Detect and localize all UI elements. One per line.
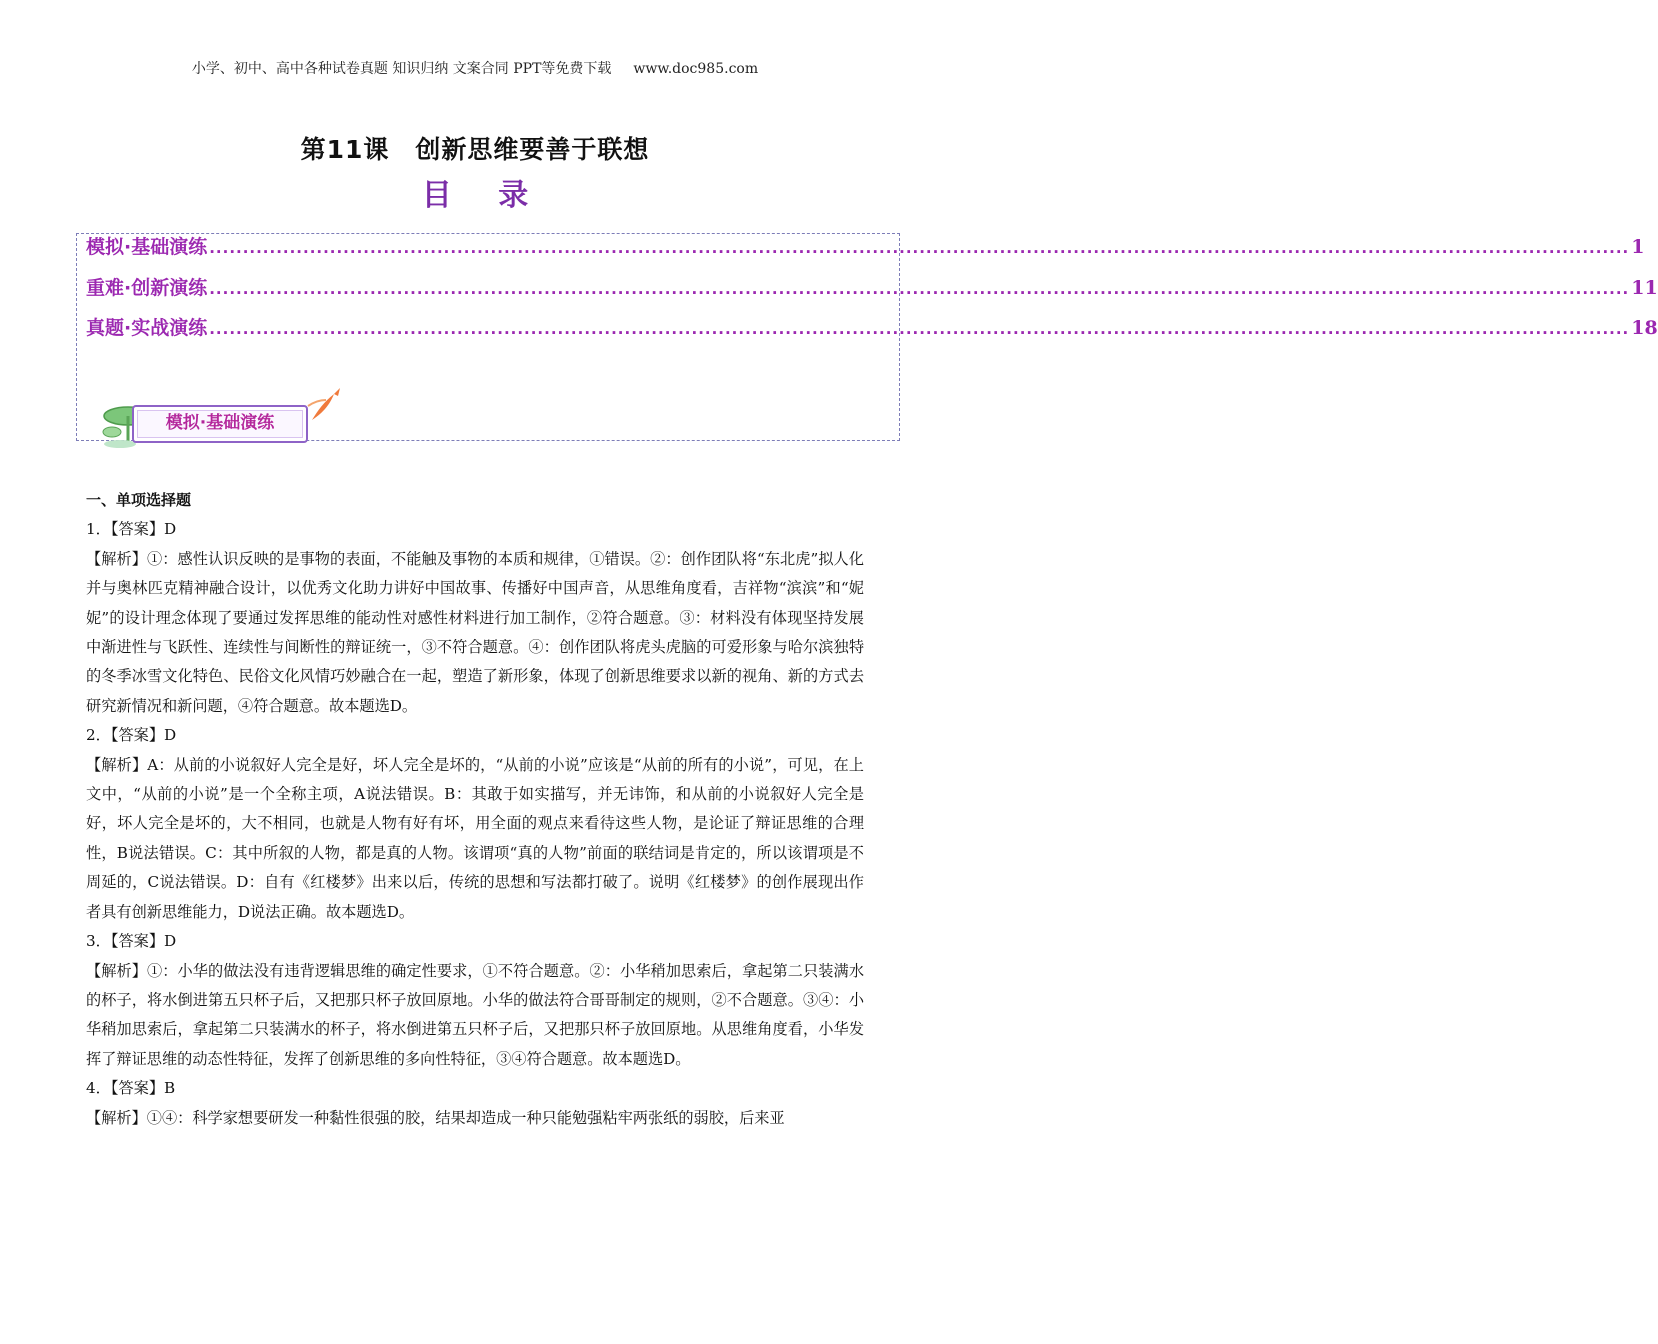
toc-item-label: 重难·创新演练 [86,277,208,299]
question-4-answer: 4．【答案】B [86,1079,176,1098]
question-3-answer: 3．【答案】D [86,932,177,951]
header-url[interactable]: www.doc985.com [633,61,759,77]
section-banner [98,388,338,450]
toc-item-page: 1 [1631,236,1645,258]
toc-leader-dots: .................................................................................................................................................................................................................... [209,239,1630,257]
toc-heading: 目 录 [421,178,547,213]
page-header [0,58,950,78]
header-text: 小学、初中、高中各种试卷真题 知识归纳 文案合同 PPT等免费下载 [191,61,612,77]
question-3-analysis: 【解析】①：小华的做法没有违背逻辑思维的确定性要求，①不符合题意。②：小华稍加思索后，拿起第二只装满水的杯子，将水倒进第五只杯子后，又把那只杯子放回原地。小华的做法符合哥哥制定的规则，②不合题意。③④：小华稍加思索后，拿起第二只装满水的杯子，将水倒进第五只杯子后，又把那只杯子放回原地。从思维角度看，小华发挥了辩证思维的动态性特征，发挥了创新思维的多向性特征，③④符合题意。故本题选D。 [86,961,864,1068]
section-title: 一、单项选择题 [86,491,192,509]
toc-item-page: 18 [1631,317,1658,339]
section-banner-label: 模拟·基础演练 [165,413,275,433]
section-banner-plate [132,405,308,443]
question-2-analysis: 【解析】A：从前的小说叙好人完全是好，坏人完全是坏的，“从前的小说”应该是“从前的所有的小说”，可见，在上文中，“从前的小说”是一个全称主项，A说法错误。B：其敢于如实描写，并无讳饰，和从前的小说叙好人完全是好，坏人完全是坏的，大不相同，也就是人物有好有坏，用全面的观点来看待这些人物，是论证了辩证思维的合理性，B说法错误。C：其中所叙的人物，都是真的人物。该谓项“真的人物”前面的联结词是肯定的，所以该谓项是不周延的，C说法错误。D：自有《红楼梦》出来以后，传统的思想和写法都打破了。说明《红楼梦》的创作展现出作者具有创新思维能力，D说法正确。故本题选D。 [86,755,864,921]
toc-item-label: 真题·实战演练 [86,317,208,339]
lesson-title: 第11课 创新思维要善于联想 [300,135,650,164]
question-4-analysis: 【解析】①④：科学家想要研发一种黏性很强的胶，结果却造成一种只能勉强粘牢两张纸的弱胶，后来亚 [86,1108,785,1127]
toc-item-label: 模拟·基础演练 [86,236,208,258]
toc-leader-dots: .................................................................................................................................................................................................................... [209,280,1630,298]
toc-leader-dots: .................................................................................................................................................................................................................... [209,320,1630,338]
question-2-answer: 2．【答案】D [86,726,177,745]
toc-item-3[interactable] [86,313,1658,340]
toc-item-1[interactable] [86,232,1645,259]
toc-item-page: 11 [1631,277,1658,299]
question-1-analysis: 【解析】①：感性认识反映的是事物的表面，不能触及事物的本质和规律，①错误。②：创作团队将“东北虎”拟人化并与奥林匹克精神融合设计，以优秀文化助力讲好中国故事、传播好中国声音，从思维角度看，吉祥物“滨滨”和“妮妮”的设计理念体现了要通过发挥思维的能动性对感性材料进行加工制作，②符合题意。③：材料没有体现坚持发展中渐进性与飞跃性、连续性与间断性的辩证统一，③不符合题意。④：创作团队将虎头虎脑的可爱形象与哈尔滨独特的冬季冰雪文化特色、民俗文化风情巧妙融合在一起，塑造了新形象，体现了创新思维要求以新的视角、新的方式去研究新情况和新问题，④符合题意。故本题选D。 [86,549,864,715]
answer-content [86,486,864,1133]
koi-fish-icon [304,384,344,424]
question-1-answer: 1．【答案】D [86,520,177,539]
toc-item-2[interactable] [86,273,1658,300]
